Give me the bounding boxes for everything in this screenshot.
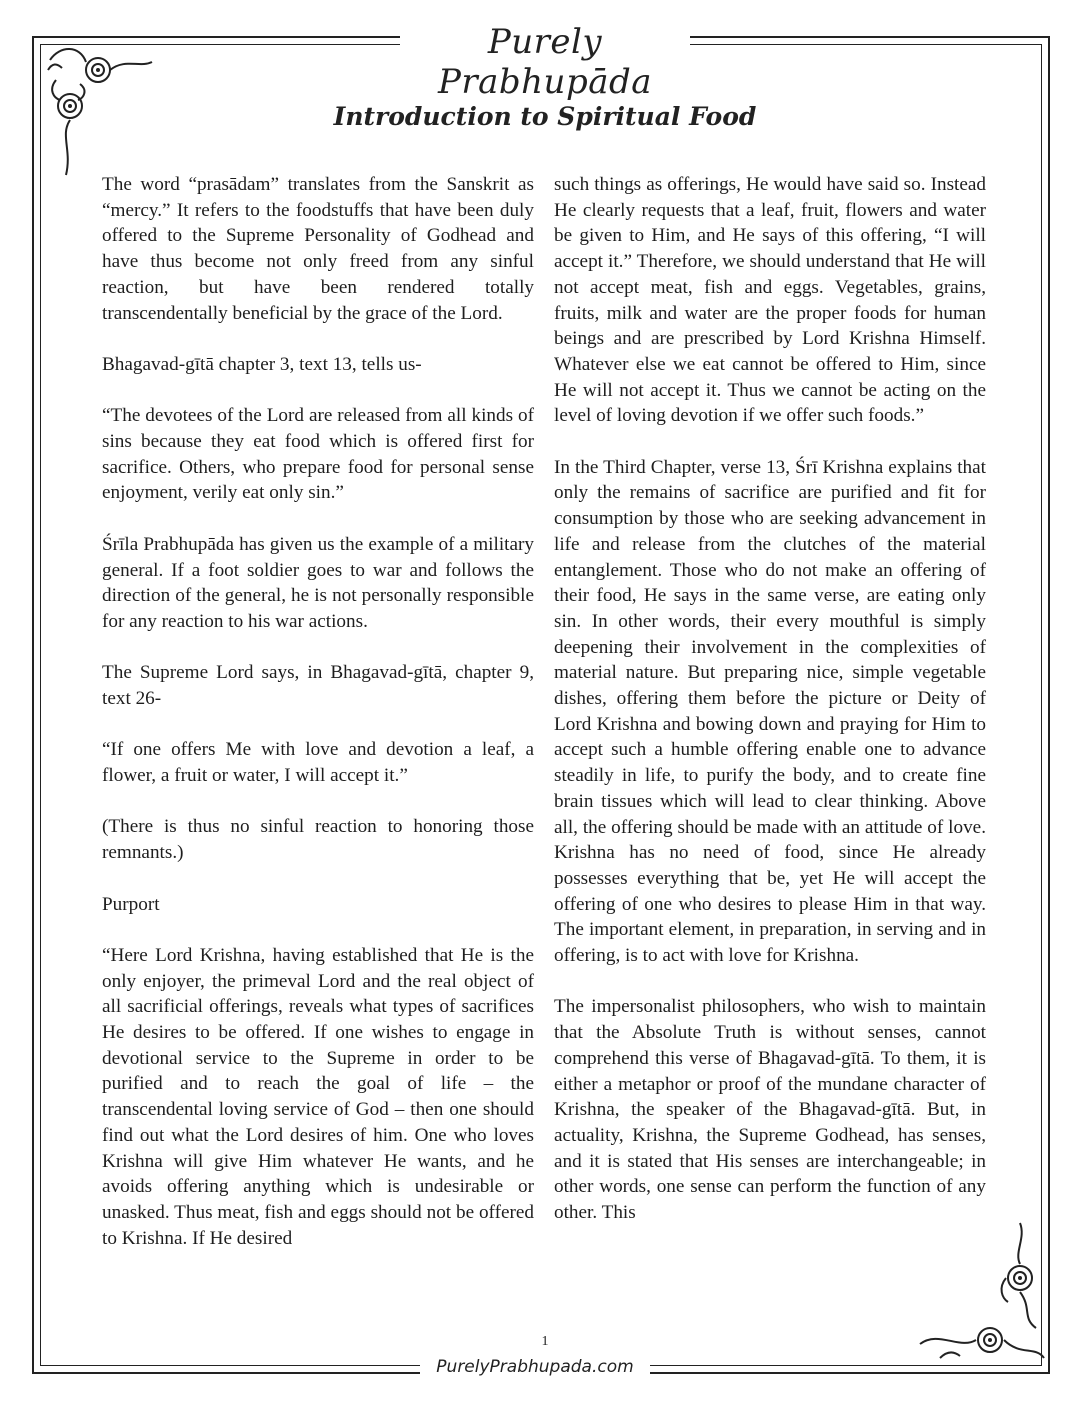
paragraph: (There is thus no sinful reaction to honoring those remnants.) — [102, 816, 534, 864]
document-title: Introduction to Spiritual Food — [333, 102, 757, 131]
section-label: Purport — [102, 893, 160, 915]
quote-paragraph: “If one offers Me with love and devotion a leaf, a flower, a fruit or water, I will accept it.” — [102, 739, 534, 787]
paragraph: The word “prasādam” translates from the Sanskrit as “mercy.” It refers to the foodstuffs that have been duly offered to the Supreme Personality of Godhead and have thus become not only freed from any sinful reaction, but have been rendered totally transcendentally beneficial by the grace of the Lord. — [102, 174, 534, 324]
left-column — [102, 172, 534, 1251]
paragraph: Bhagavad-gītā chapter 3, text 13, tells us- — [102, 353, 422, 375]
corner-ornament-icon — [910, 1218, 1050, 1368]
brand-logo-text: Purely Prabhupāda — [437, 22, 653, 102]
paragraph: “Here Lord Krishna, having established that He is the only enjoyer, the primeval Lord and the real object of all sacrificial offerings, reveals what types of sacrifices He desires to be offered. If one wishes to engage in devotional service to the Supreme in order to be purified and to reach the goal of life – the transcendental loving service of God – then one should find out what the Lord desires of him. One who loves Krishna will give Him whatever He wants, and he avoids offering anything which is undesirable or unasked. Thus meat, fish and eggs should not be offered to Krishna. If He desired — [102, 944, 534, 1249]
paragraph: Śrīla Prabhupāda has given us the example of a military general. If a foot soldier goes to war and follows the direction of the general, he is not personally responsible for any reaction to his war actions. — [102, 533, 534, 632]
page-number: 1 — [541, 1334, 549, 1349]
paragraph: such things as offerings, He would have said so. Instead He clearly requests that a leaf, fruit, flowers and water be given to Him, and He says of this offering, “I will accept it.” Therefore, we should understand that He will not accept meat, fish and eggs. Vegetables, grains, fruits, milk and water are the proper foods for human beings and are prescribed by Lord Krishna Himself. Whatever else we eat cannot be offered to Him, since He will not accept it. Thus we cannot be acting on the level of loving devotion if we offer such foods.” — [554, 174, 986, 427]
paragraph: The impersonalist philosophers, who wish to maintain that the Absolute Truth is without senses, cannot comprehend this verse of Bhagavad-gītā. To them, it is either a metaphor or proof of the mundane character of Krishna, the speaker of the Bhagavad-gītā. But, in actuality, Krishna, the Supreme Godhead, has senses, and it is stated that His senses are interchangeable; in other words, one sense can perform the function of any other. This — [554, 996, 986, 1224]
right-column — [554, 172, 986, 1226]
paragraph: The Supreme Lord says, in Bhagavad-gītā, chapter 9, text 26- — [102, 662, 534, 709]
paragraph: In the Third Chapter, verse 13, Śrī Krishna explains that only the remains of sacrifice are purified and fit for consumption by those who are seeking advancement in life and release from the clutches of the material entanglement. Those who do not make an offering of their food, He says in the same verse, are eating only sin. In other words, their every mouthful is simply deepening their involvement in the complexities of material nature. But preparing nice, simple vegetable dishes, offering them before the picture or Deity of Lord Krishna and bowing down and praying for Him to accept such a humble offering enable one to advance steadily in life, to purify the body, and to create fine brain tissues which will lead to clear thinking. Above all, the offering should be made with an attitude of love. Krishna has no need of food, since He already possesses everything that be, yet He will accept the offering of one who desires to please Him in that way. The important element, in preparation, in serving and in offering, is to act with love for Krishna. — [554, 456, 986, 967]
footer-website-link[interactable]: PurelyPrabhupada.com — [436, 1357, 634, 1377]
quote-paragraph: “The devotees of the Lord are released from all kinds of sins because they eat food which is offered first for sacrifice. Others, who prepare food for personal sense enjoyment, verily eat only sin.” — [102, 405, 534, 504]
